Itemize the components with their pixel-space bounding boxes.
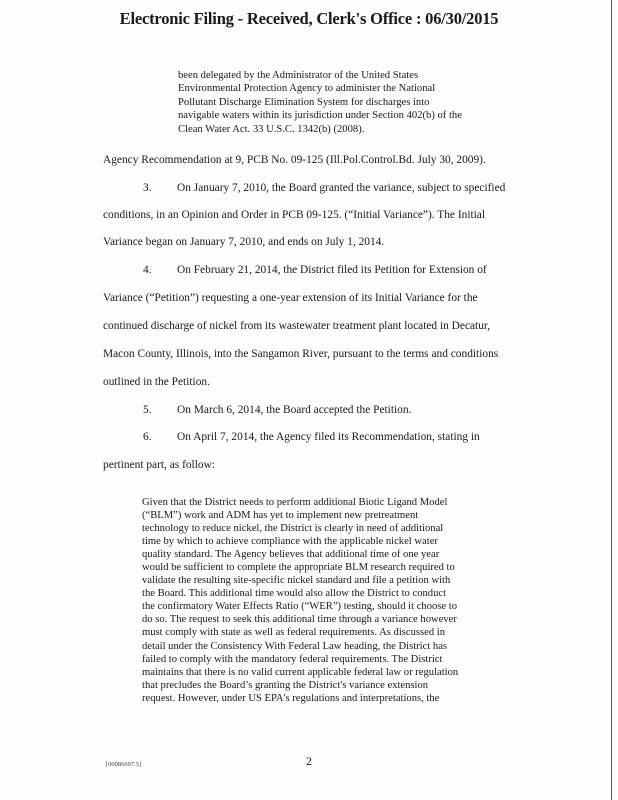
block-quote-2 — [142, 496, 490, 705]
page-edge — [611, 0, 612, 800]
quote-line: the confirmatory Water Effects Ratio (“WER”) testing, should it choose to — [142, 601, 458, 613]
quote-line: the Board. This additional time would also allow the District to conduct — [142, 588, 447, 600]
quote-line: request. However, under US EPA's regulations and interpretations, the — [142, 692, 440, 704]
quote-line: would be sufficient to complete the appropriate BLM research required to — [142, 562, 455, 574]
document-id: {00086697.5} — [105, 761, 143, 768]
paragraph-4-line: outlined in the Petition. — [103, 376, 210, 388]
paragraph-number: 3. — [143, 182, 152, 194]
quote-line: been delegated by the Administrator of the United States — [178, 70, 419, 81]
paragraph-text: On January 7, 2010, the Board granted the variance, subject to specified — [177, 182, 506, 194]
paragraph-4-line: continued discharge of nickel from its wastewater treatment plant located in Decatur, — [103, 320, 491, 332]
quote-line: must comply with state as well as federal requirements. As discussed in — [142, 627, 446, 639]
paragraph-4-line: Macon County, Illinois, into the Sangamon River, pursuant to the terms and conditions — [103, 348, 499, 360]
filing-header: Electronic Filing - Received, Clerk's Office : 06/30/2015 — [119, 9, 499, 28]
quote-line: maintains that there is no valid current applicable federal law or regulation — [142, 666, 459, 678]
quote-line: Environmental Protection Agency to administer the National — [178, 83, 436, 95]
paragraph-3-line: Variance began on January 7, 2010, and ends on July 1, 2014. — [103, 236, 385, 248]
paragraph-number: 6. — [143, 431, 152, 443]
paragraph-3-line: conditions, in an Opinion and Order in PCB 09-125. (“Initial Variance”). The Initial — [103, 209, 486, 221]
quote-line: technology to reduce nickel, the District is clearly in need of additional — [142, 523, 444, 535]
block-quote-1 — [178, 69, 508, 136]
quote-line: time by which to achieve compliance with the applicable nickel water — [142, 536, 438, 548]
quote-line: do so. The request to seek this additional time through a variance however — [142, 614, 457, 626]
quote-line: that precludes the Board’s granting the District's variance extension — [142, 679, 429, 691]
quote-line: detail under the Consistency With Federal Law heading, the District has — [142, 640, 448, 652]
paragraph-text: On April 7, 2014, the Agency filed its Recommendation, stating in — [177, 431, 480, 443]
paragraph-text: On March 6, 2014, the Board accepted the Petition. — [177, 404, 412, 416]
quote-line: failed to comply with the mandatory federal requirements. The District — [142, 653, 443, 665]
quote-line: Clean Water Act. 33 U.S.C. 1342(b) (2008). — [178, 123, 365, 135]
paragraph-number: 4. — [143, 264, 152, 276]
page-number: 2 — [306, 754, 312, 768]
paragraph-number: 5. — [143, 404, 152, 416]
paragraph-text: On February 21, 2014, the District filed its Petition for Extension of — [177, 264, 487, 276]
quote-line: (“BLM”) work and ADM has yet to implement new pretreatment — [142, 510, 419, 522]
quote-line: navigable waters within its jurisdiction under Section 402(b) of the — [178, 110, 462, 122]
paragraph-6-line: pertinent part, as follow: — [103, 459, 215, 471]
quote-line: validate the resulting site-specific nickel standard and file a petition with — [142, 575, 451, 587]
quote-line: Given that the District needs to perform additional Biotic Ligand Model — [142, 497, 448, 508]
quote-line: Pollutant Discharge Elimination System for discharges into — [178, 96, 430, 108]
paragraph-4-line: Variance (“Petition”) requesting a one-year extension of its Initial Variance for the — [103, 292, 478, 304]
quote-line: quality standard. The Agency believes that additional time of one year — [142, 549, 440, 561]
citation-line: Agency Recommendation at 9, PCB No. 09-125 (Ill.Pol.Control.Bd. July 30, 2009). — [103, 154, 486, 166]
